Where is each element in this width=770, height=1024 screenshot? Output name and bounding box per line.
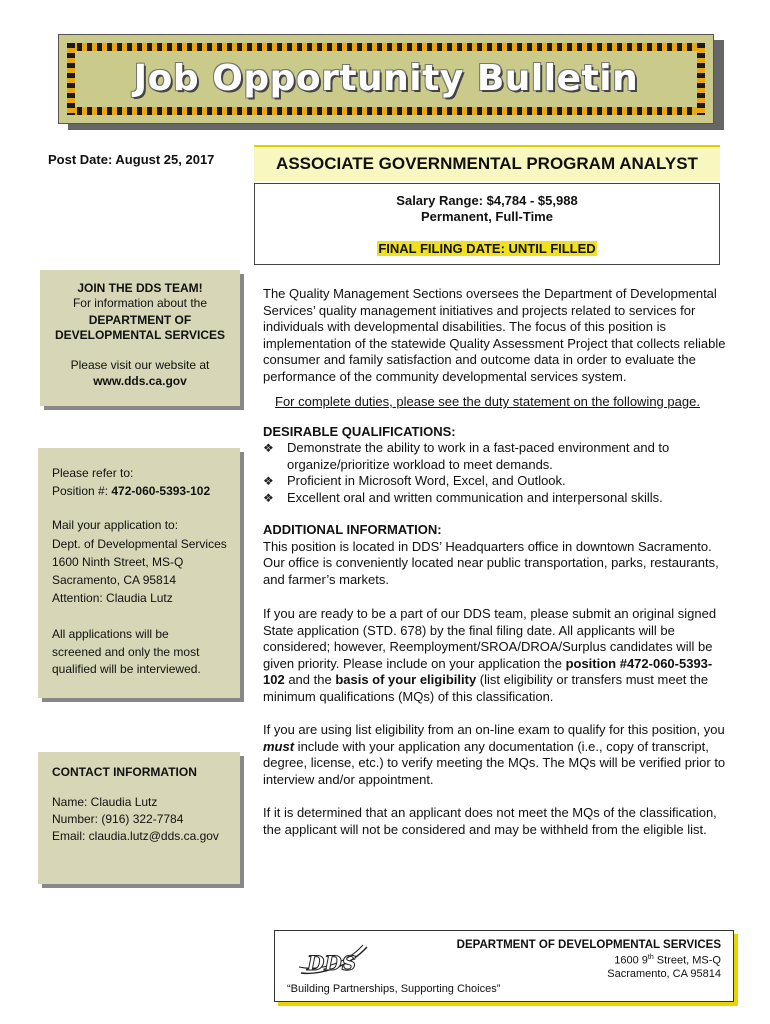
footer-street <box>614 954 721 967</box>
final-filing-date <box>255 241 719 256</box>
banner-title: Job Opportunity Bulletin <box>133 58 639 99</box>
intro-paragraph: The Quality Management Sections oversees the Department of Developmental Services’ quality management initiatives and projects related to services for individuals with developmental disabilities. The focus of this position is implementation of the statewide Quality Assessment Project that collects reliable consumer and family satisfaction and outcome data in order to evaluate the performance of the community developmental services system. <box>263 286 726 384</box>
qualification-text: Demonstrate the ability to work in a fast-paced environment and to organize/prioritize workload to meet demands. <box>287 440 670 472</box>
screening-note: All applications will be <box>52 627 169 641</box>
additional-paragraph: This position is located in DDS’ Headquarters office in downtown Sacramento. Our office is conveniently located near public transportation, parks, restaurants, and farmer’s markets. <box>263 538 719 587</box>
contact-title: CONTACT INFORMATION <box>52 765 197 779</box>
join-title: JOIN THE DDS TEAM! <box>77 281 203 295</box>
street-sup: th <box>647 954 654 961</box>
join-card <box>40 270 240 406</box>
list-text: include with your application any documentation (i.e., copy of transcript, degree, license, etc.) to verify meeting the MQs. The MQs will be verified prior to interview and/or appointment. <box>263 738 726 787</box>
join-dept-line2: DEVELOPMENTAL SERVICES <box>54 328 226 342</box>
address-line: Attention: Claudia Lutz <box>52 591 173 605</box>
position-label: Position #: <box>52 484 112 498</box>
banner-border-bottom <box>67 107 705 115</box>
street-number: 1600 9 <box>614 954 648 967</box>
screening-note: screened and only the most <box>52 645 200 659</box>
not-meet-paragraph: If it is determined that an applicant does not meet the MQs of the classification, the applicant will not be considered and may be withheld from the eligible list. <box>263 805 717 837</box>
apply-text: If you are ready to be a part of our DDS team, please submit an original signed State application (STD. 678) by the final filing date. All applicants will be considered; however, Reemployment/SROA/DROA/Surplus candidates will be given priority. Please include on your application the <box>263 606 717 671</box>
qualifications-heading: DESIRABLE QUALIFICATIONS: <box>263 423 456 439</box>
job-title: ASSOCIATE GOVERNMENTAL PROGRAM ANALYST <box>276 154 698 173</box>
refer-label: Please refer to: <box>52 466 134 480</box>
join-visit: Please visit our website at <box>70 358 210 372</box>
apply-text: (list eligibility or transfers must meet the minimum qualifications (MQs) of this classification. <box>263 672 709 704</box>
contact-name: Name: Claudia Lutz <box>52 795 158 809</box>
employment-type: Permanent, Full-Time <box>421 209 553 224</box>
address-line: 1600 Ninth Street, MS-Q <box>52 555 184 569</box>
diamond-bullet-icon: ❖ <box>263 474 274 488</box>
join-info: For information about the <box>72 296 208 310</box>
post-date: Post Date: August 25, 2017 <box>48 152 215 167</box>
mail-to-label: Mail your application to: <box>52 518 179 532</box>
contact-email[interactable]: Email: claudia.lutz@dds.ca.gov <box>52 829 219 843</box>
logo-text: DDS <box>307 951 357 975</box>
salary-box <box>254 183 720 265</box>
website-link[interactable]: www.dds.ca.gov <box>93 374 187 388</box>
footer-tagline: “Building Partnerships, Supporting Choices” <box>287 983 501 995</box>
apply-text: and the <box>284 672 336 687</box>
banner-border-top <box>67 43 705 51</box>
position-number: 472-060-5393-102 <box>111 484 211 498</box>
street-name: Street, MS-Q <box>653 954 721 967</box>
must-emphasis: must <box>263 738 295 754</box>
salary-range: Salary Range: $4,784 - $5,988 <box>396 193 578 208</box>
address-line: Sacramento, CA 95814 <box>52 573 177 587</box>
list-text: If you are using list eligibility from an on-line exam to qualify for this position, you <box>263 722 725 737</box>
list-item <box>263 473 733 490</box>
apply-paragraph <box>263 606 733 705</box>
qualification-text: Proficient in Microsoft Word, Excel, and Outlook. <box>287 473 566 488</box>
address-line: Dept. of Developmental Services <box>52 537 227 551</box>
contact-card <box>38 752 240 884</box>
position-line <box>52 484 210 498</box>
footer-dept: DEPARTMENT OF DEVELOPMENTAL SERVICES <box>456 939 721 951</box>
list-item <box>263 440 733 473</box>
additional-heading: ADDITIONAL INFORMATION: <box>263 522 442 537</box>
header-banner <box>58 34 714 124</box>
diamond-bullet-icon: ❖ <box>263 441 274 455</box>
body-text <box>263 286 733 838</box>
footer-city: Sacramento, CA 95814 <box>607 968 721 980</box>
job-title-box <box>254 145 720 181</box>
join-dept-line1: DEPARTMENT OF <box>88 313 192 327</box>
list-item <box>263 490 733 507</box>
screening-note: qualified will be interviewed. <box>52 662 201 676</box>
qualifications-list <box>263 440 733 506</box>
footer-box <box>274 930 734 1002</box>
duty-note: For complete duties, please see the duty statement on the following page. <box>275 394 700 409</box>
list-eligibility-paragraph <box>263 722 733 788</box>
qualification-text: Excellent oral and written communication and interpersonal skills. <box>287 489 663 505</box>
apply-eligibility-bold: basis of your eligibility <box>335 672 477 687</box>
apply-position-bold: position #472-060-5393-102 <box>263 655 713 687</box>
dds-logo-icon <box>297 943 371 979</box>
final-filing-date-text: FINAL FILING DATE: UNTIL FILLED <box>378 241 596 256</box>
contact-number: Number: (916) 322-7784 <box>52 812 184 826</box>
diamond-bullet-icon: ❖ <box>263 490 274 505</box>
apply-card <box>38 448 240 698</box>
